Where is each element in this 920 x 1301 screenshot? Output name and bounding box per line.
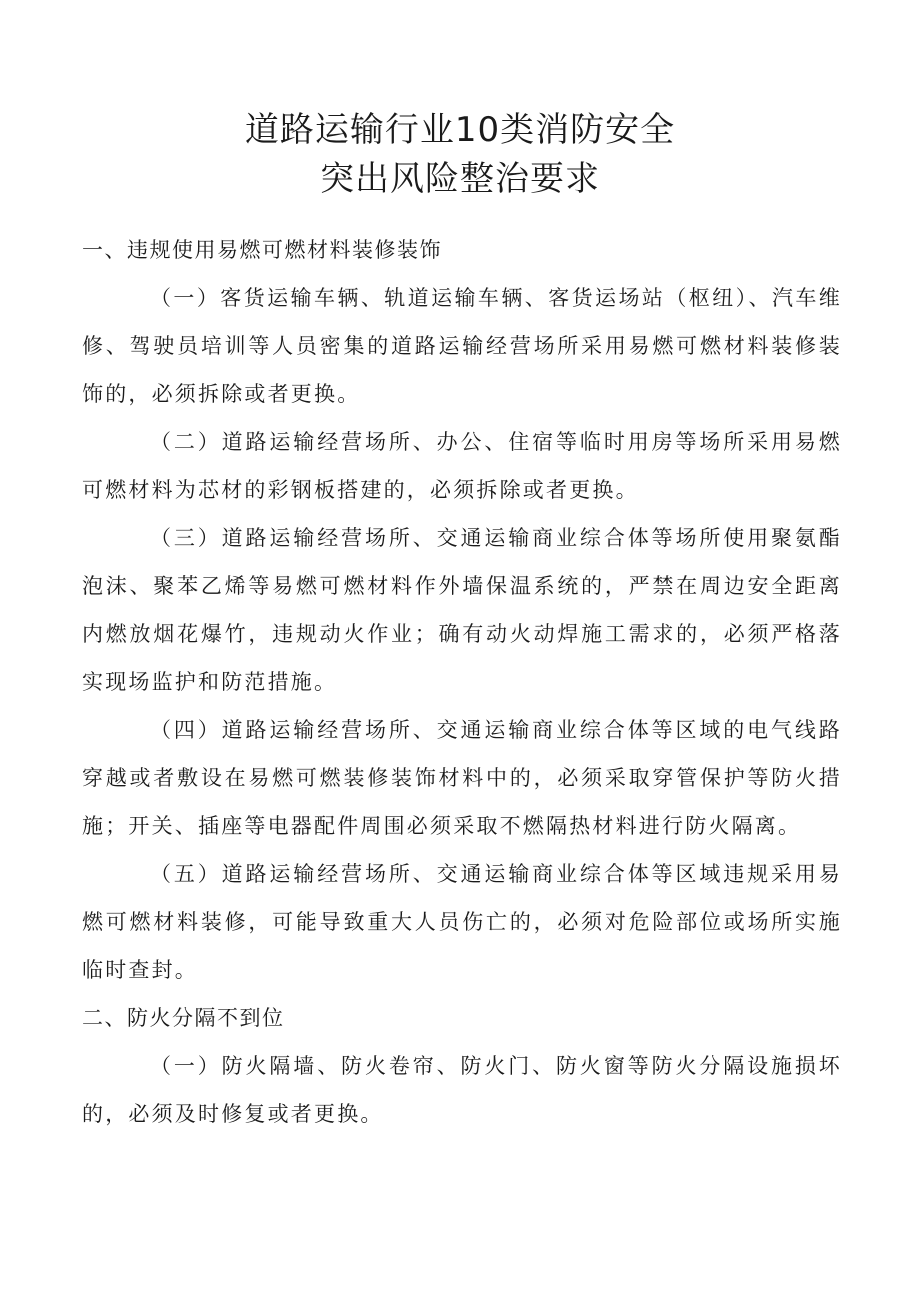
section-1-paragraph-5: （五）道路运输经营场所、交通运输商业综合体等区域违规采用易燃可燃材料装修，可能导致重大人员伤亡的，必须对危险部位或场所实施临时查封。 (82, 862, 842, 982)
document-title-line-2: 突出风险整治要求 (320, 159, 600, 199)
document-title-line-1: 道路运输行业10类消防安全 (244, 110, 676, 150)
section-heading-2: 二、防火分隔不到位 (82, 1006, 285, 1030)
section-heading-1: 一、违规使用易燃可燃材料装修装饰 (82, 238, 442, 262)
section-1-paragraph-2: （二）道路运输经营场所、办公、住宿等临时用房等场所采用易燃可燃材料为芯材的彩钢板搭建的，必须拆除或者更换。 (82, 430, 842, 502)
section-1-paragraph-1: （一）客货运输车辆、轨道运输车辆、客货运场站（枢纽）、汽车维修、驾驶员培训等人员密集的道路运输经营场所采用易燃可燃材料装修装饰的，必须拆除或者更换。 (82, 286, 842, 406)
section-1-paragraph-4: （四）道路运输经营场所、交通运输商业综合体等区域的电气线路穿越或者敷设在易燃可燃装修装饰材料中的，必须采取穿管保护等防火措施；开关、插座等电器配件周围必须采取不燃隔热材料进行防火隔离。 (82, 718, 842, 838)
section-1-paragraph-3: （三）道路运输经营场所、交通运输商业综合体等场所使用聚氨酯泡沫、聚苯乙烯等易燃可燃材料作外墙保温系统的，严禁在周边安全距离内燃放烟花爆竹，违规动火作业；确有动火动焊施工需求的，必须严格落实现场监护和防范措施。 (82, 526, 842, 694)
section-2-paragraph-1: （一）防火隔墙、防火卷帘、防火门、防火窗等防火分隔设施损坏的，必须及时修复或者更换。 (82, 1054, 842, 1126)
document-body (82, 226, 842, 1138)
